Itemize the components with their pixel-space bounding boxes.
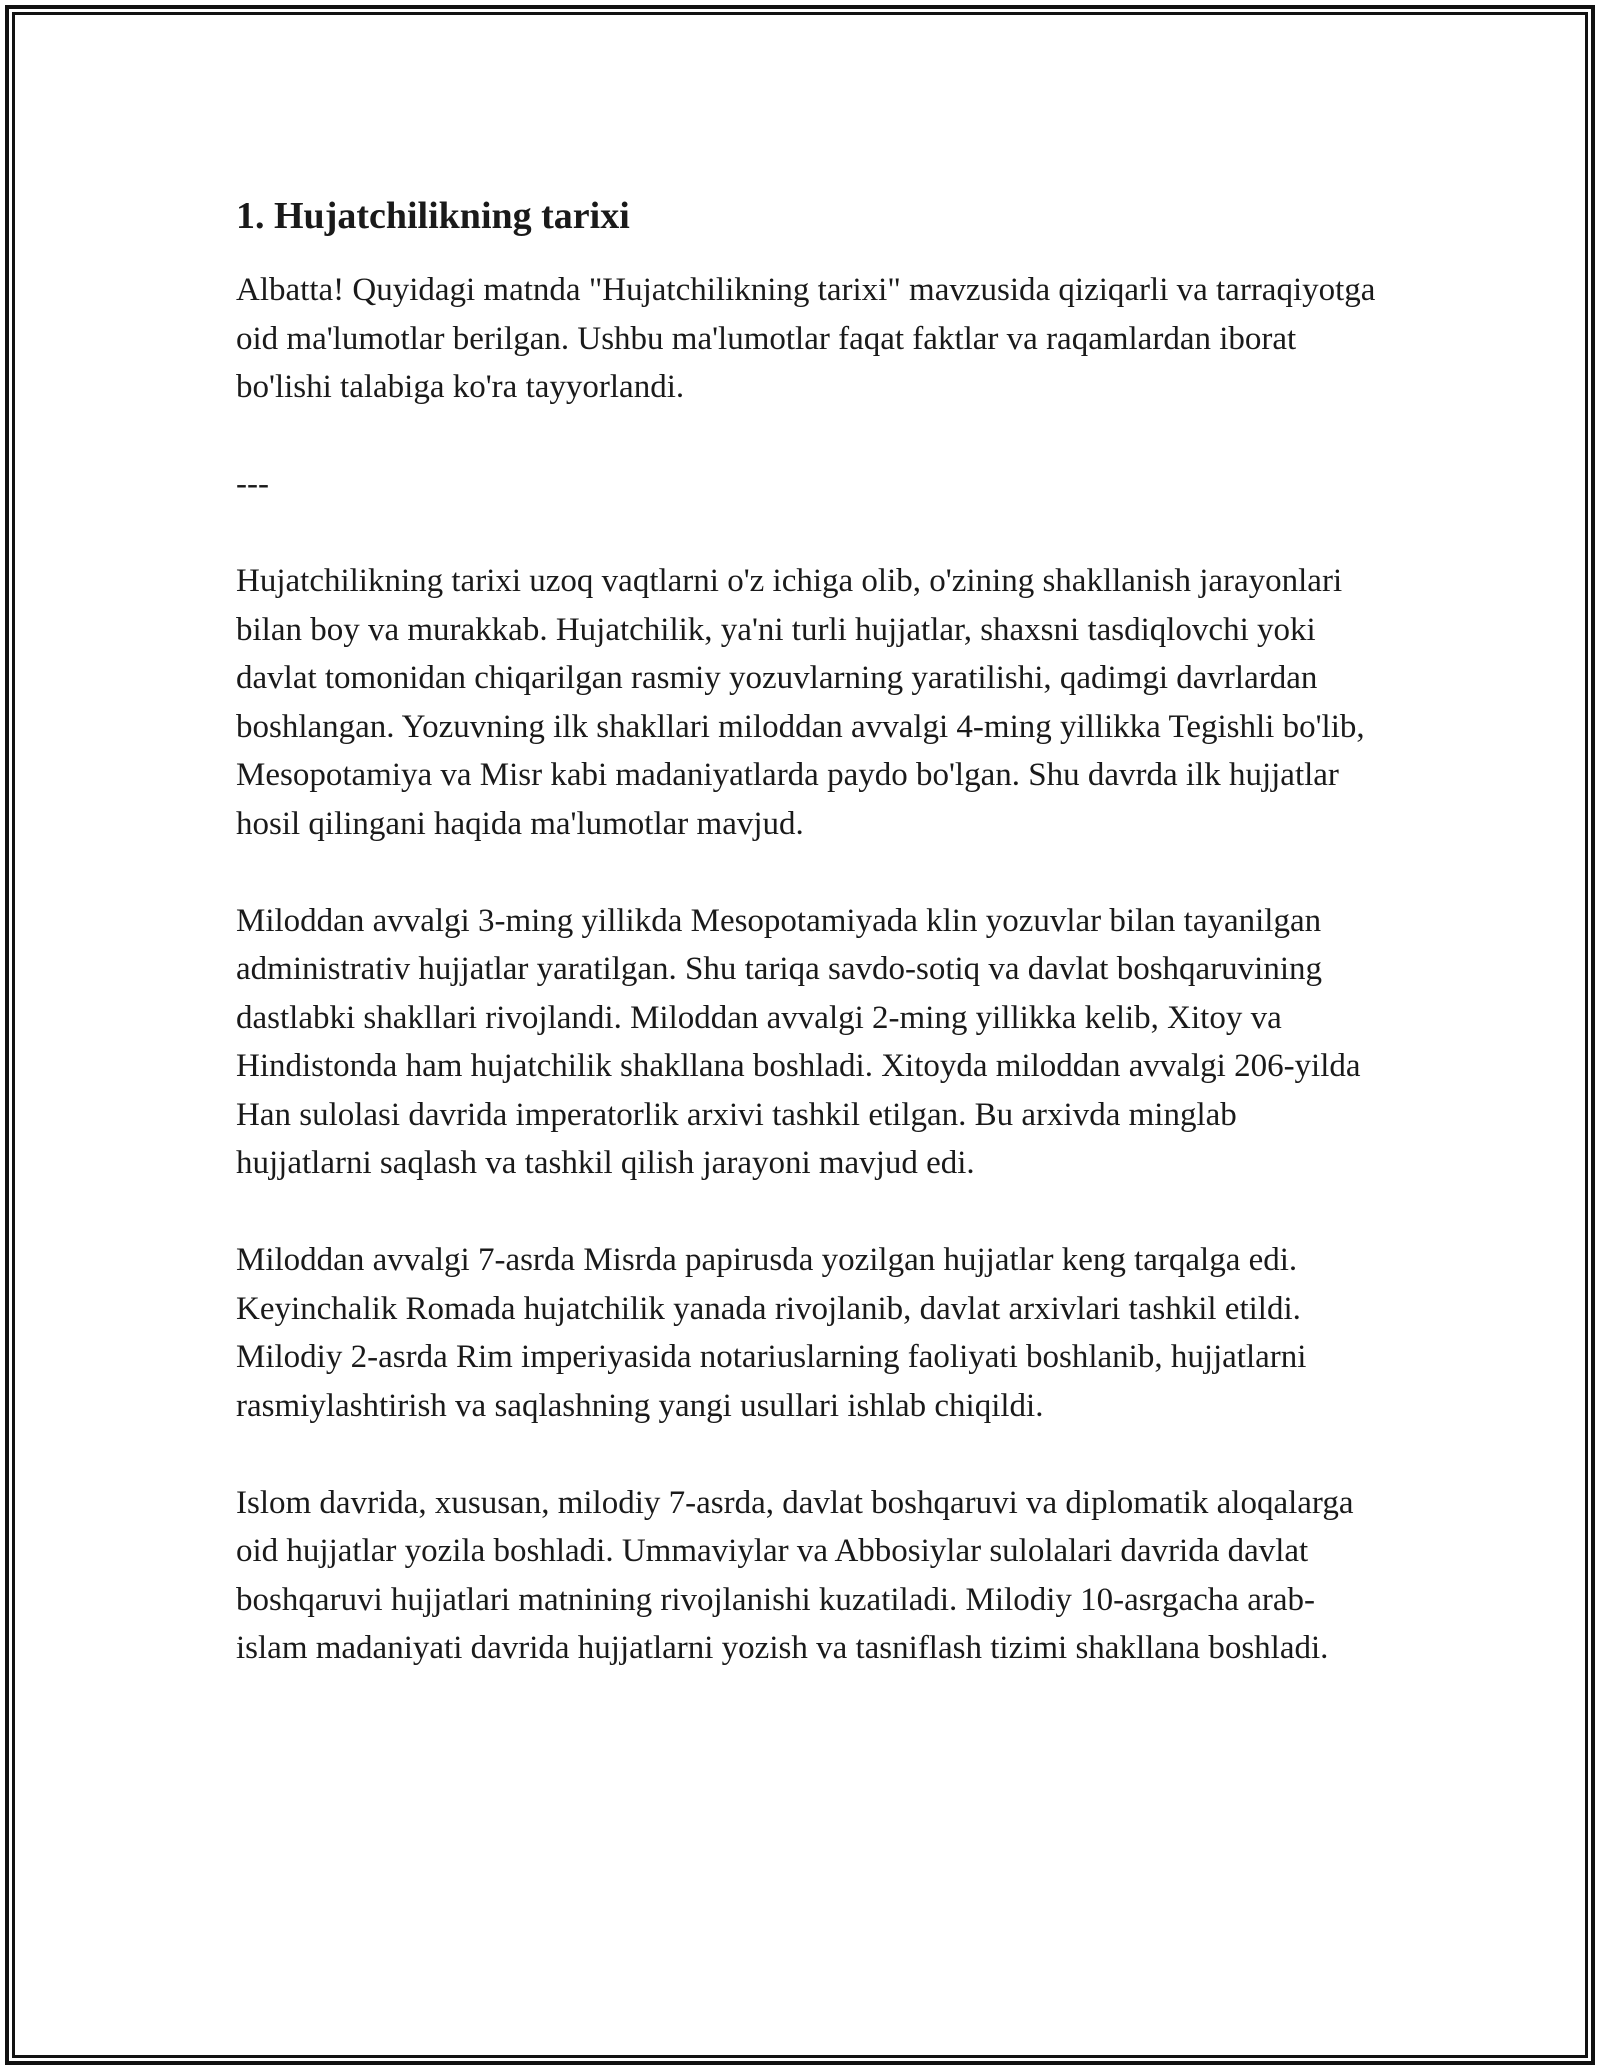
body-paragraph-3: Miloddan avvalgi 7-asrda Misrda papirusda yozilgan hujjatlar keng tarqalga edi. Keyinchalik Romada hujatchilik yanada rivojlanib, davlat arxivlari tashkil etildi. Milodiy 2-asrda Rim imperiyasida notariuslarning faoliyati boshlanib, hujjatlarni rasmiylashtirish va saqlashning yangi usullari ishlab chiqildi. [236,1242,1307,1424]
spacer [236,509,1376,558]
spacer [236,412,1376,461]
body-paragraph-1: Hujatchilikning tarixi uzoq vaqtlarni o'z ichiga olib, o'zining shakllanish jarayonlari bilan boy va murakkab. Hujatchilik, ya'ni turli hujjatlar, shaxsni tasdiqlovchi yoki davlat tomonidan chiqarilgan rasmiy yozuvlarning yaratilishi, qadimgi davrlardan boshlangan. Yozuvning ilk shakllari miloddan avvalgi 4-ming yillikka Tegishli bo'lib, Mesopotamiya va Misr kabi madaniyatlarda paydo bo'lgan. Shu davrda ilk hujjatlar hosil qilingani haqida ma'lumotlar mavjud. [236,563,1365,842]
spacer [236,848,1376,897]
section-separator: --- [236,466,269,502]
document-body [236,186,1376,1673]
body-paragraph-2: Miloddan avvalgi 3-ming yillikda Mesopotamiyada klin yozuvlar bilan tayanilgan administrativ hujjatlar yaratilgan. Shu tariqa savdo-sotiq va davlat boshqaruvining dastlabki shakllari rivojlandi. Miloddan avvalgi 2-ming yillikka kelib, Xitoy va Hindistonda ham hujatchilik shakllana boshladi. Xitoyda miloddan avvalgi 206-yilda Han sulolasi davrida imperatorlik arxivi tashkil etilgan. Bu arxivda minglab hujjatlarni saqlash va tashkil qilish jarayoni mavjud edi. [236,902,1361,1181]
body-paragraph-4: Islom davrida, xususan, milodiy 7-asrda, davlat boshqaruvi va diplomatik aloqalarga oid hujjatlar yozila boshladi. Ummaviylar va Abbosiylar sulolalari davrida davlat boshqaruvi hujjatlari matnining rivojlanishi kuzatiladi. Milodiy 10-asrgacha arab-islam madaniyati davrida hujjatlarni yozish va tasniflash tizimi shakllana boshladi. [236,1484,1354,1666]
document-title: 1. Hujatchilikning tarixi [236,195,630,237]
spacer [236,1430,1376,1479]
spacer [236,1188,1376,1237]
intro-paragraph: Albatta! Quyidagi matnda "Hujatchilikning tarixi" mavzusida qiziqarli va tarraqiyotga oid ma'lumotlar berilgan. Ushbu ma'lumotlar faqat faktlar va raqamlardan iborat bo'lishi talabiga ko'ra tayyorlandi. [236,272,1376,405]
